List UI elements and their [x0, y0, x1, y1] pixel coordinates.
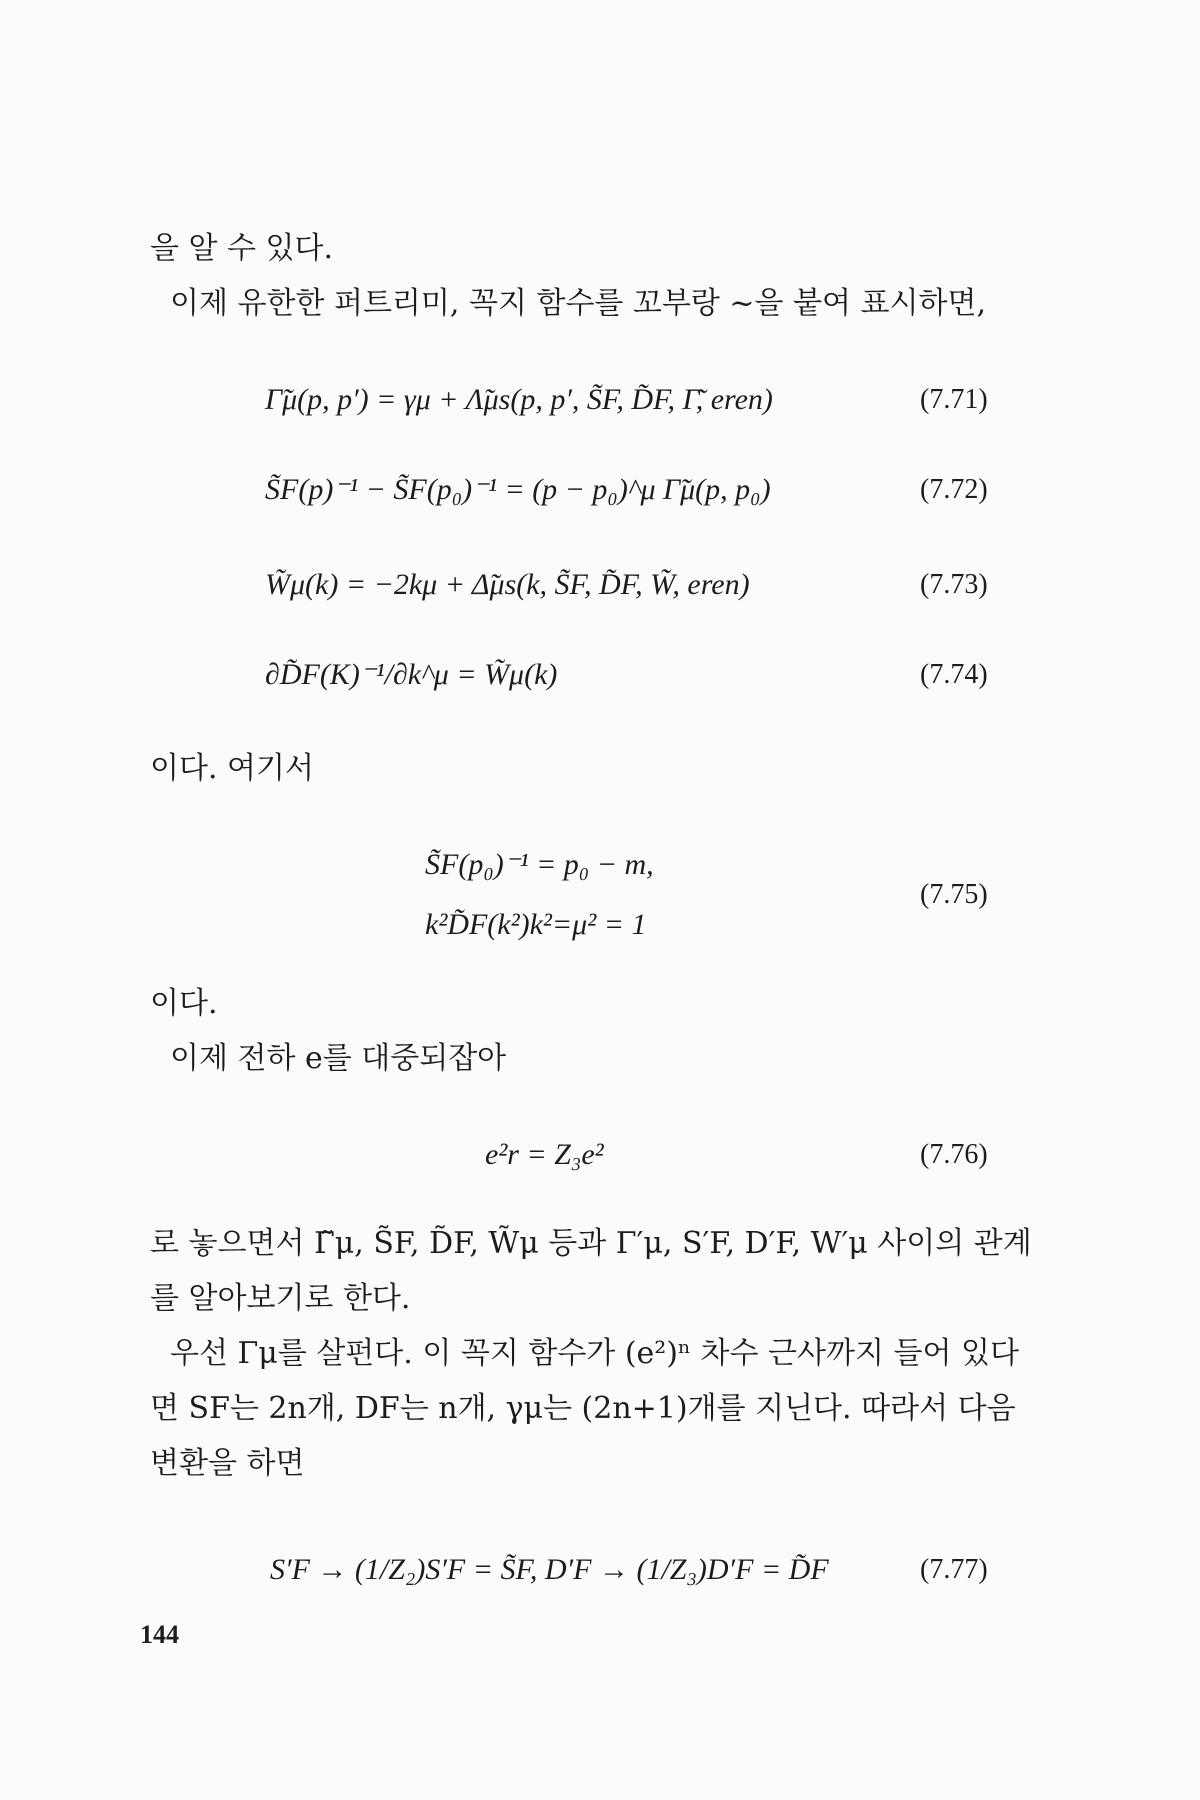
equation-number-7-73: (7.73) — [920, 569, 988, 600]
equation-number-7-74: (7.74) — [920, 659, 988, 690]
equation-7-76: e²r = Z₃e² — [485, 1138, 604, 1171]
text-line-4: 이다. — [150, 986, 218, 1021]
equation-number-7-75: (7.75) — [920, 879, 988, 910]
text-line-5: 이제 전하 e를 대중되잡아 — [170, 1041, 507, 1076]
equation-7-75-line-1: S̃F(p₀)⁻¹ = p₀ − m, — [425, 848, 654, 881]
text-line-6: 로 놓으면서 Γ̃μ, S̃F, D̃F, W̃μ 등과 Γ′μ, S′F, D′F, W′μ 사이의 관계 — [150, 1226, 1032, 1261]
equation-7-71: Γ̃μ(p, p′) = γμ + Λ̃μs(p, p′, S̃F, D̃F, Γ̃, eren) — [265, 383, 773, 416]
equation-7-77: S′F → (1/Z₂)S′F = S̃F, D′F → (1/Z₃)D′F = D̃F — [270, 1553, 829, 1586]
equation-number-7-76: (7.76) — [920, 1139, 988, 1170]
text-line-8: 우선 Γμ를 살펀다. 이 꼭지 함수가 (e²)ⁿ 차수 근사까지 들어 있다 — [170, 1336, 1019, 1371]
equation-7-73: W̃μ(k) = −2kμ + Δ̃μs(k, S̃F, D̃F, W̃, eren) — [265, 568, 750, 601]
equation-7-75-line-2: k²D̃F(k²)k²=μ² = 1 — [425, 908, 647, 941]
text-line-10: 변환을 하면 — [150, 1446, 305, 1481]
text-line-3: 이다. 여기서 — [150, 751, 314, 786]
equation-number-7-72: (7.72) — [920, 474, 988, 505]
equation-7-74: ∂D̃F(K)⁻¹/∂k^μ = W̃μ(k) — [265, 658, 558, 691]
text-line-9: 면 SF는 2n개, DF는 n개, γμ는 (2n+1)개를 지닌다. 따라서 다음 — [150, 1391, 1016, 1426]
equation-7-72: S̃F(p)⁻¹ − S̃F(p₀)⁻¹ = (p − p₀)^μ Γ̃μ(p, p₀) — [265, 473, 771, 506]
text-line-1: 을 알 수 있다. — [150, 231, 334, 266]
equation-number-7-71: (7.71) — [920, 384, 988, 415]
equation-number-7-77: (7.77) — [920, 1554, 988, 1585]
text-line-7: 를 알아보기로 한다. — [150, 1281, 411, 1316]
text-line-2: 이제 유한한 퍼트리미, 꼭지 함수를 꼬부랑 ~을 붙여 표시하면, — [170, 286, 987, 321]
page-number: 144 — [140, 1620, 179, 1649]
